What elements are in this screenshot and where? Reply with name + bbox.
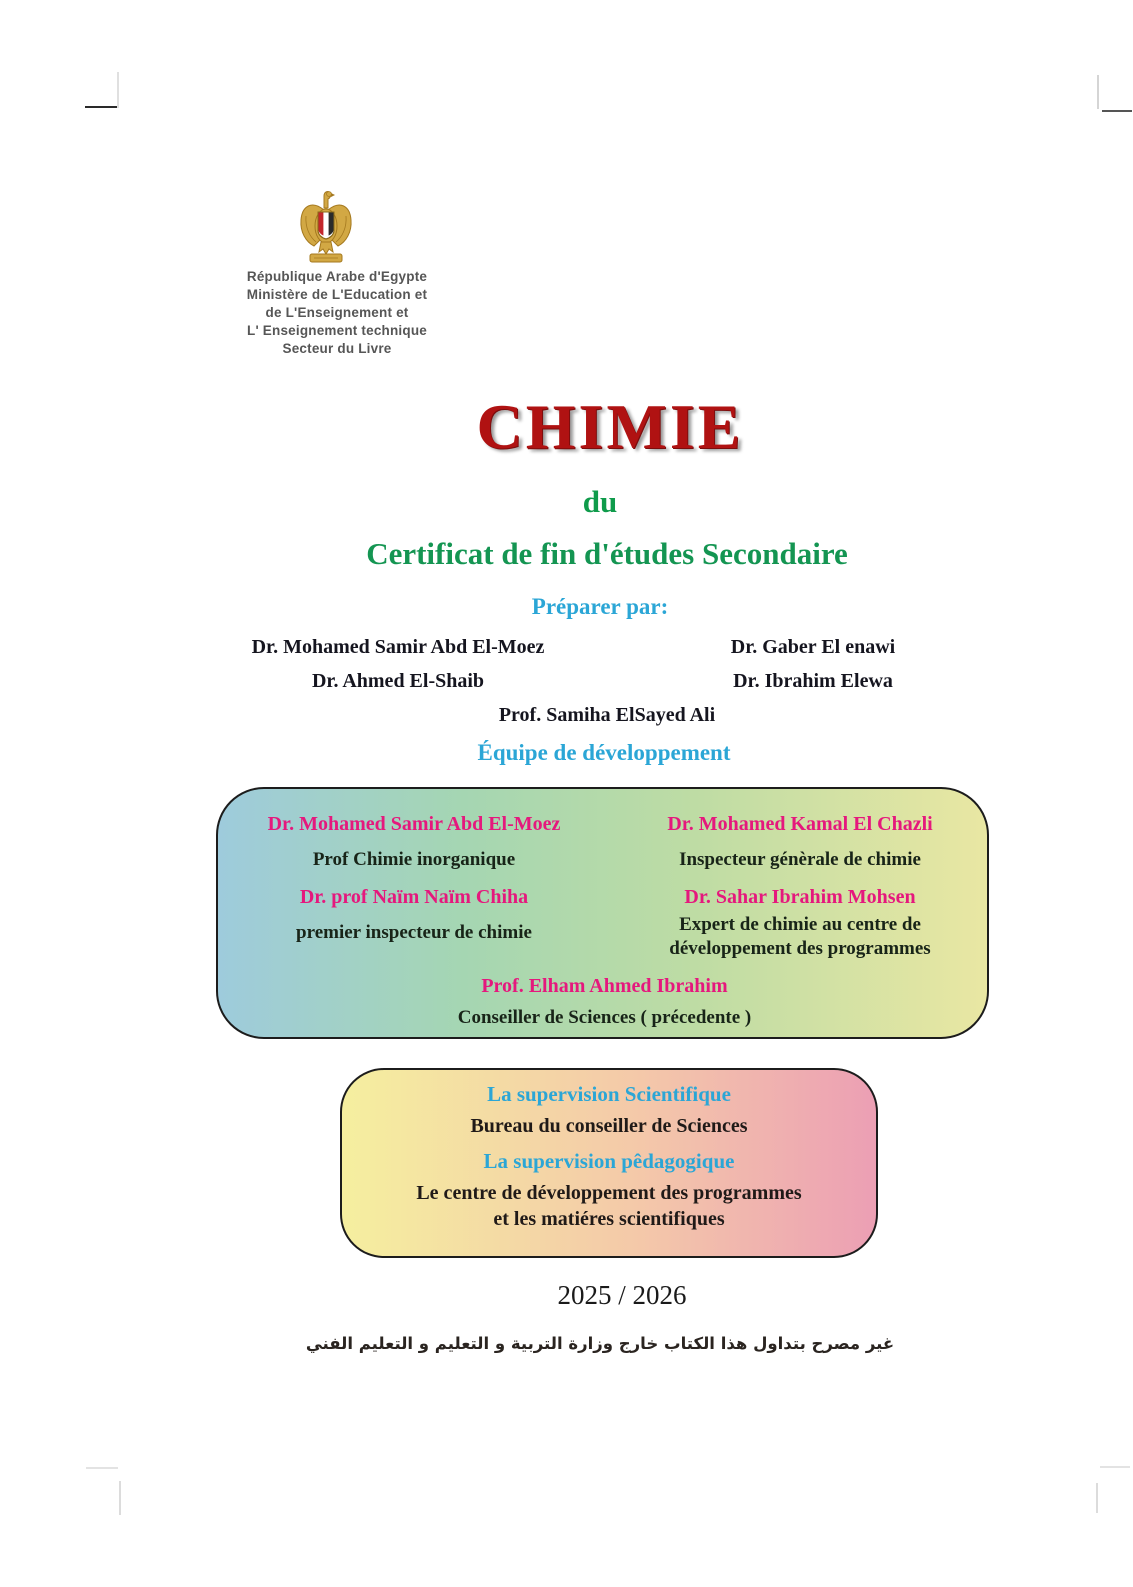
author-name: Dr. Mohamed Samir Abd El-Moez <box>251 636 545 658</box>
crop-mark-bottom-left-vertical <box>119 1481 121 1515</box>
dev-member-role: Conseiller de Sciences ( précedente ) <box>457 1007 752 1028</box>
ministry-line: Ministère de L'Education et <box>246 287 428 302</box>
dev-team-heading: Équipe de développement <box>477 740 731 765</box>
crop-mark-bottom-right-vertical <box>1096 1483 1098 1513</box>
crop-mark-top-left-horizontal <box>85 106 117 108</box>
arabic-distribution-notice: غير مصرح بتداول هذا الكتاب خارج وزارة التربية و التعليم و التعليم الفني <box>305 1334 895 1353</box>
dev-member-role: Prof Chimie inorganique <box>312 849 516 870</box>
pedagogic-supervision-heading: La supervision pêdagogique <box>483 1149 735 1173</box>
dev-member-name: Dr. Mohamed Samir Abd El-Moez <box>267 813 561 835</box>
dev-member-role: Expert de chimie au centre de développement des programmes <box>669 914 931 959</box>
author-name: Prof. Samiha ElSayed Ali <box>498 704 716 726</box>
school-year: 2025 / 2026 <box>557 1280 687 1310</box>
pedagogic-supervision-body-line2: et les matiéres scientifiques <box>493 1208 725 1230</box>
dev-team-box <box>216 787 989 1039</box>
egypt-coat-of-arms-icon <box>294 186 358 266</box>
book-title: CHIMIE <box>476 391 744 462</box>
crop-mark-top-right-horizontal <box>1102 110 1132 112</box>
author-name: Dr. Gaber El enawi <box>730 636 896 658</box>
prepared-by-heading: Préparer par: <box>531 594 669 619</box>
dev-member-name: Dr. prof Naïm Naïm Chiha <box>299 886 529 908</box>
author-name: Dr. Ahmed El-Shaib <box>311 670 485 692</box>
author-name: Dr. Ibrahim Elewa <box>733 670 893 692</box>
crop-mark-bottom-left-horizontal <box>86 1467 118 1469</box>
dev-team-right-column <box>630 799 970 961</box>
dev-member-name: Prof. Elham Ahmed Ibrahim <box>481 975 728 997</box>
dev-member-role: premier inspecteur de chimie <box>296 922 532 943</box>
scientific-supervision-body: Bureau du conseiller de Sciences <box>470 1115 748 1137</box>
crop-mark-bottom-right-horizontal <box>1100 1466 1130 1468</box>
dev-member-name: Dr. Sahar Ibrahim Mohsen <box>684 886 916 908</box>
title-connector: du <box>582 484 618 519</box>
dev-team-left-column <box>244 799 584 945</box>
dev-team-bottom-member <box>218 961 991 1030</box>
ministry-text-block <box>232 268 442 358</box>
ministry-line: de L'Enseignement et <box>265 305 409 320</box>
dev-member-name: Dr. Mohamed Kamal El Chazli <box>667 813 933 835</box>
ministry-line: République Arabe d'Egypte <box>246 269 428 284</box>
crop-mark-top-right-vertical <box>1097 75 1099 109</box>
ministry-line: Secteur du Livre <box>282 341 392 356</box>
crop-mark-top-left-vertical <box>117 72 119 108</box>
scientific-supervision-heading: La supervision Scientifique <box>487 1082 731 1106</box>
supervision-box <box>340 1068 878 1258</box>
ministry-line: L' Enseignement technique <box>247 323 427 338</box>
pedagogic-supervision-body-line1: Le centre de développement des programmes <box>416 1182 802 1204</box>
book-subtitle: Certificat de fin d'études Secondaire <box>366 536 848 571</box>
dev-member-role: Inspecteur génèrale de chimie <box>679 849 921 870</box>
